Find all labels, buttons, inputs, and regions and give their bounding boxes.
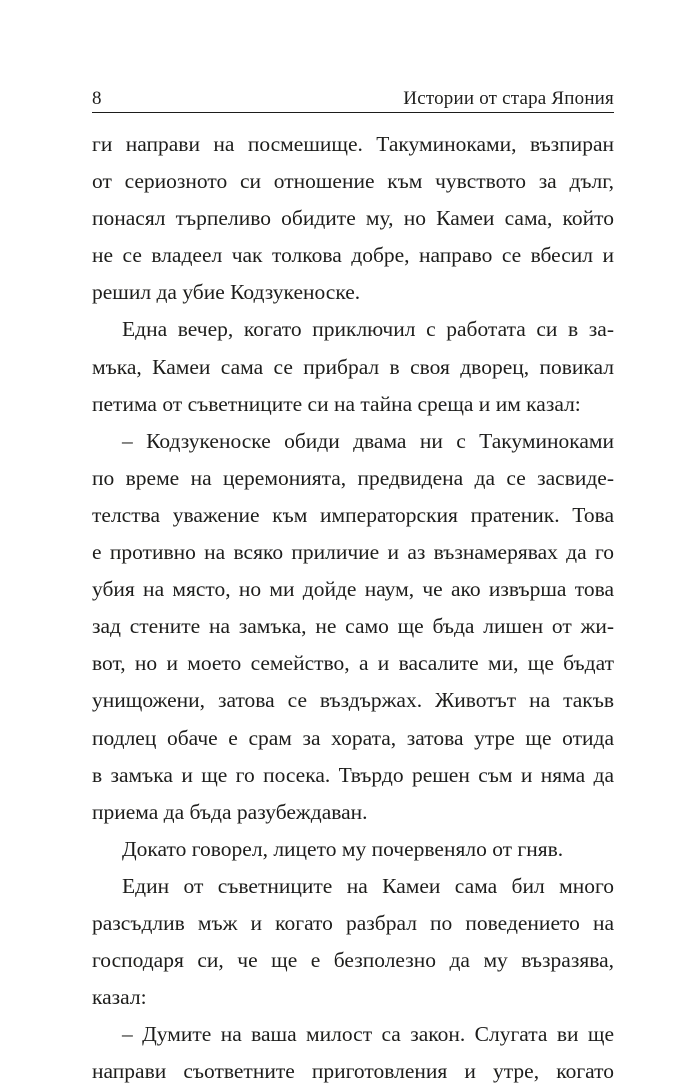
- text-line: по време на церемонията, предвидена да се засвиде-: [92, 465, 614, 490]
- text-line: в замъка и ще го посека. Твърдо решен съм и няма да: [92, 762, 614, 787]
- text-line: господаря си, че ще е безполезно да му възразява,: [92, 948, 614, 973]
- text-line: вот, но и моето семейство, а и васалите ми, ще бъдат: [92, 651, 614, 676]
- text-line: – Кодзукеноске обиди двама ни с Такуминоками: [122, 428, 614, 453]
- running-title: Истории от стара Япония: [403, 88, 614, 109]
- text-line: телства уважение към императорския пратеник. Това: [92, 502, 614, 527]
- text-line: направи съответните приготовления и утре, когато: [92, 1059, 614, 1084]
- text-line: мъка, Камеи сама се прибрал в своя дворец, повикал: [92, 354, 614, 379]
- text-line: разсъдлив мъж и когато разбрал по поведението на: [92, 910, 614, 935]
- page-number: 8: [92, 88, 102, 109]
- running-header: [92, 84, 614, 110]
- body-text: [92, 126, 614, 1090]
- text-line: решил да убие Кодзукеноске.: [92, 280, 361, 305]
- header-rule: [92, 112, 614, 113]
- text-line: Една вечер, когато приключил с работата си в за-: [122, 317, 614, 342]
- text-line: е противно на всяко приличие и аз възнамерявах да го: [92, 540, 614, 565]
- text-line: Един от съветниците на Камеи сама бил много: [122, 873, 614, 898]
- text-line: унищожени, затова се въздържах. Животът на такъв: [92, 688, 614, 713]
- text-line: подлец обаче е срам за хората, затова утре ще отида: [92, 725, 614, 750]
- text-line: зад стените на замъка, не само ще бъда лишен от жи-: [92, 614, 614, 639]
- text-line: приема да бъда разубеждаван.: [92, 799, 368, 824]
- text-line: казал:: [92, 985, 147, 1010]
- text-line: от сериозното си отношение към чувството за дълг,: [92, 169, 614, 194]
- text-line: убия на място, но ми дойде наум, че ако извърша това: [92, 577, 614, 602]
- text-line: ги направи на посмешище. Такуминоками, възпиран: [92, 132, 614, 156]
- text-line: Докато говорел, лицето му почервеняло от гняв.: [122, 836, 564, 861]
- text-line: петима от съветниците си на тайна среща и им казал:: [92, 391, 581, 416]
- text-line: не се владеел чак толкова добре, направо се вбесил и: [92, 243, 614, 268]
- text-line: – Думите на ваша милост са закон. Слугата ви ще: [122, 1022, 614, 1047]
- text-line: понасял търпеливо обидите му, но Камеи сама, който: [92, 206, 614, 231]
